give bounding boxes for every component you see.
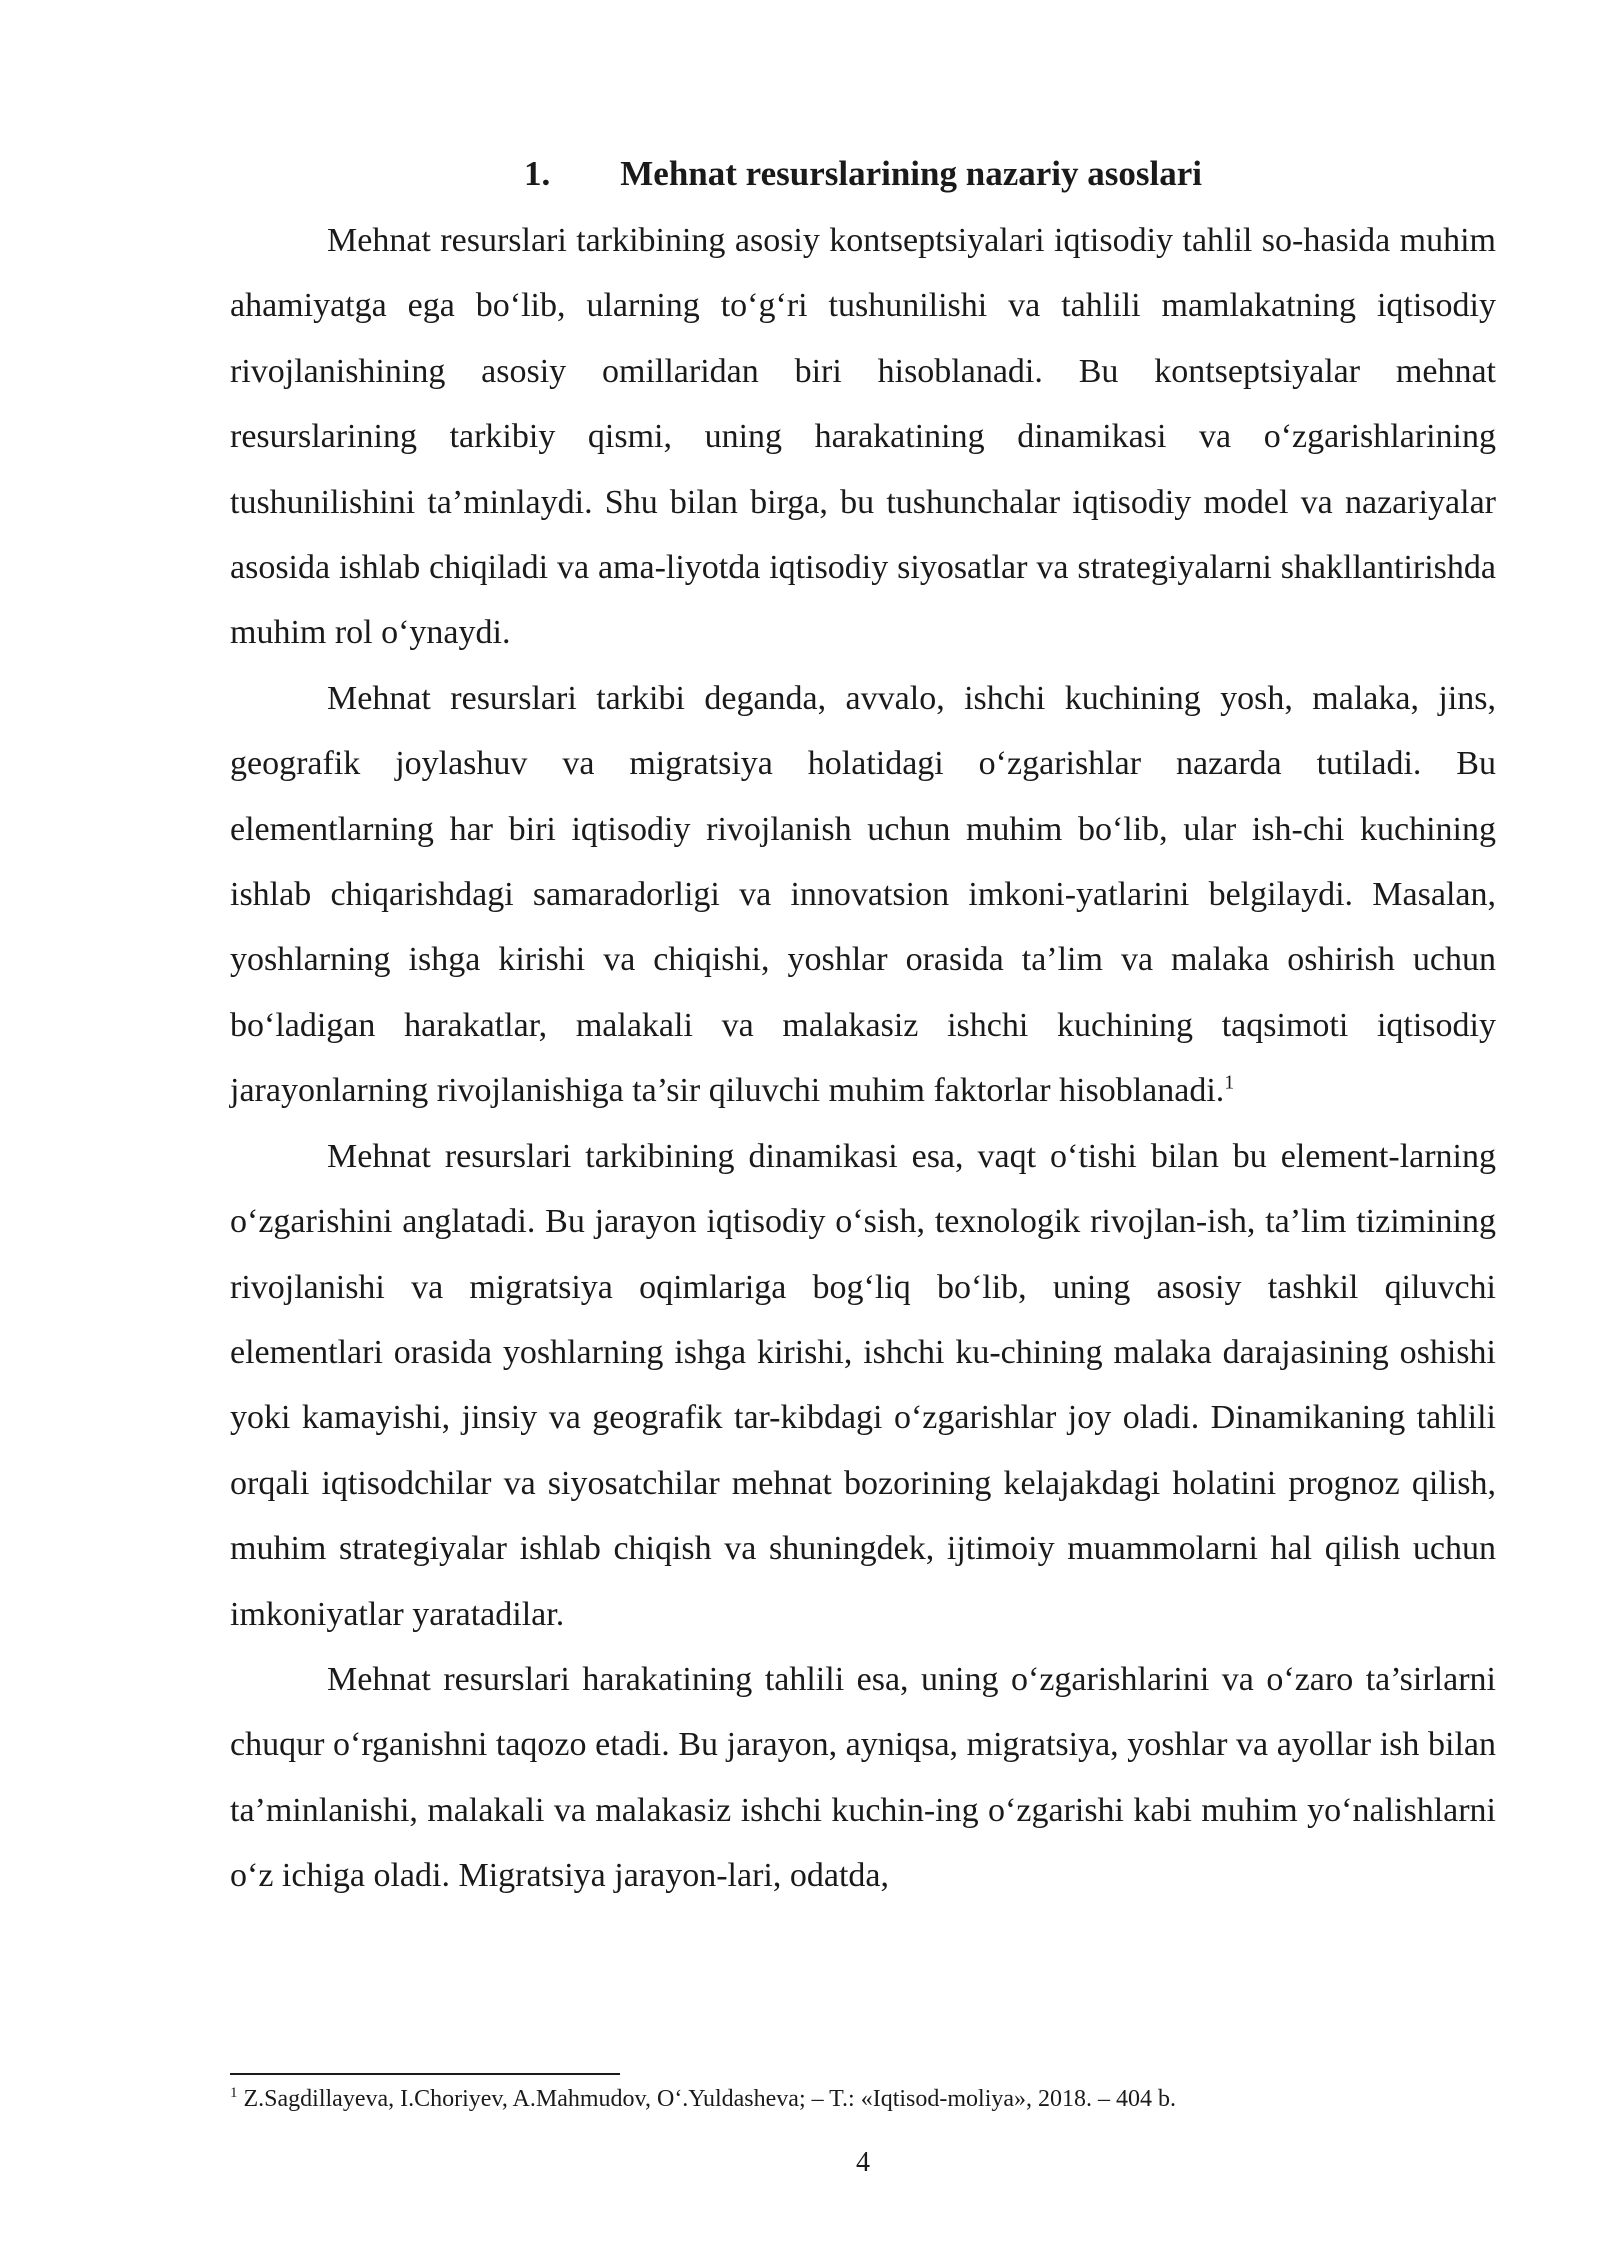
footnote-text: Z.Sagdillayeva, I.Choriyev, A.Mahmudov, O‘.Yuldasheva; – T.: «Iqtisod-moliya», 2018. – 404 b. (237, 2086, 1177, 2112)
footnote-marker: 1 (230, 2085, 238, 2101)
footnote-separator (230, 2073, 620, 2075)
section-heading (230, 150, 1496, 198)
footnote (230, 2082, 1496, 2116)
paragraph-1: Mehnat resurslari tarkibining asosiy kontseptsiyalari iqtisodiy tahlil so-hasida muhim ahamiyatga ega bo‘lib, ularning to‘g‘ri tushunilishi va tahlili mamlakatning iqtisodiy rivojlanishining asosiy omillaridan biri hisoblanadi. Bu kontseptsiyalar mehnat resurslarining tarkibiy qismi, uning harakatining dinamikasi va o‘zgarishlarining tushunilishini ta’minlaydi. Shu bilan birga, bu tushunchalar iqtisodiy model va nazariyalar asosida ishlab chiqiladi va ama-liyotda iqtisodiy siyosatlar va strategiyalarni shakllantirishda muhim rol o‘ynaydi. (230, 222, 1496, 652)
section-title: Mehnat resurslarining nazariy asoslari (620, 154, 1202, 193)
footnote-reference: 1 (1224, 1071, 1235, 1094)
body-text (230, 208, 1496, 1909)
section-number: 1. (524, 154, 551, 193)
paragraph-4: Mehnat resurslari harakatining tahlili esa, uning o‘zgarishlarini va o‘zaro ta’sirlarni chuqur o‘rganishni taqozo etadi. Bu jarayon, ayniqsa, migratsiya, yoshlar va ayollar ish bilan ta’minlanishi, malakali va malakasiz ishchi kuchin-ing o‘zgarishi kabi muhim yo‘nalishlarni o‘z ichiga oladi. Migratsiya jarayon-lari, odatda, (230, 1660, 1496, 1895)
paragraph-3: Mehnat resurslari tarkibining dinamikasi esa, vaqt o‘tishi bilan bu element-larning o‘zgarishini anglatadi. Bu jarayon iqtisodiy o‘sish, texnologik rivojlan-ish, ta’lim tizimining rivojlanishi va migratsiya oqimlariga bog‘liq bo‘lib, uning asosiy tashkil qiluvchi elementlari orasida yoshlarning ishga kirishi, ishchi ku-chining malaka darajasining oshishi yoki kamayishi, jinsiy va geografik tar-kibdagi o‘zgarishlar joy oladi. Dinamikaning tahlili orqali iqtisodchilar va siyosatchilar mehnat bozorining kelajakdagi holatini prognoz qilish, muhim strategiyalar ishlab chiqish va shuningdek, ijtimoiy muammolarni hal qilish uchun imkoniyatlar yaratadilar. (230, 1137, 1496, 1633)
document-page (230, 0, 1496, 2262)
paragraph-2 (230, 666, 1496, 1124)
page-number: 4 (856, 2147, 870, 2178)
paragraph-2-text: Mehnat resurslari tarkibi deganda, avvalo, ishchi kuchining yosh, malaka, jins, geografik joylashuv va migratsiya holatidagi o‘zgarishlar nazarda tutiladi. Bu elementlarning har biri iqtisodiy rivojlanish uchun muhim bo‘lib, ular ish-chi kuchining ishlab chiqarishdagi samaradorligi va innovatsion imkoni-yatlarini belgilaydi. Masalan, yoshlarning ishga kirishi va chiqishi, yoshlar orasida ta’lim va malaka oshirish uchun bo‘ladigan harakatlar, malakali va malakasiz ishchi kuchining taqsimoti iqtisodiy jarayonlarning rivojlanishiga ta’sir qiluvchi muhim faktorlar hisoblanadi. (230, 679, 1496, 1110)
